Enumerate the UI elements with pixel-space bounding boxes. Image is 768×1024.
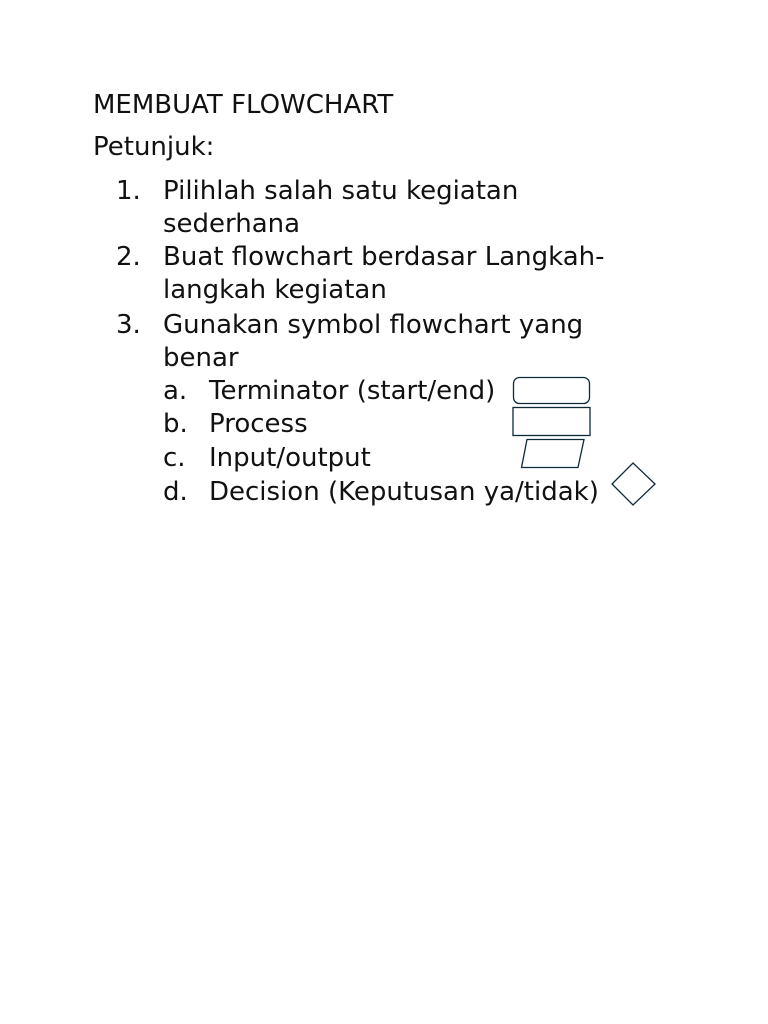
step-number: 2. — [116, 242, 141, 272]
step-text-line: sederhana — [163, 209, 301, 239]
symbol-letter: a. — [163, 376, 188, 406]
symbol-label: Terminator (start/end) — [209, 376, 496, 406]
step-text-line: benar — [163, 343, 239, 373]
step-text-line: Gunakan symbol flowchart yang — [163, 310, 584, 340]
page-title: MEMBUAT FLOWCHART — [93, 90, 394, 120]
step-text-line: Buat flowchart berdasar Langkah- — [163, 242, 605, 272]
symbol-label: Process — [209, 409, 308, 439]
input-output-icon — [520, 438, 586, 470]
step-number: 1. — [116, 176, 141, 206]
symbol-letter: d. — [163, 477, 188, 507]
step-text-line: Pilihlah salah satu kegiatan — [163, 176, 519, 206]
step-number: 3. — [116, 310, 141, 340]
symbol-letter: b. — [163, 409, 188, 439]
decision-icon — [611, 462, 657, 506]
process-icon — [512, 406, 592, 438]
symbol-label: Input/output — [209, 443, 371, 473]
step-text-line: langkah kegiatan — [163, 275, 387, 305]
terminator-icon — [512, 376, 592, 406]
symbol-letter: c. — [163, 443, 186, 473]
symbol-label: Decision (Keputusan ya/tidak) — [209, 477, 599, 507]
instructions-label: Petunjuk: — [93, 132, 215, 162]
